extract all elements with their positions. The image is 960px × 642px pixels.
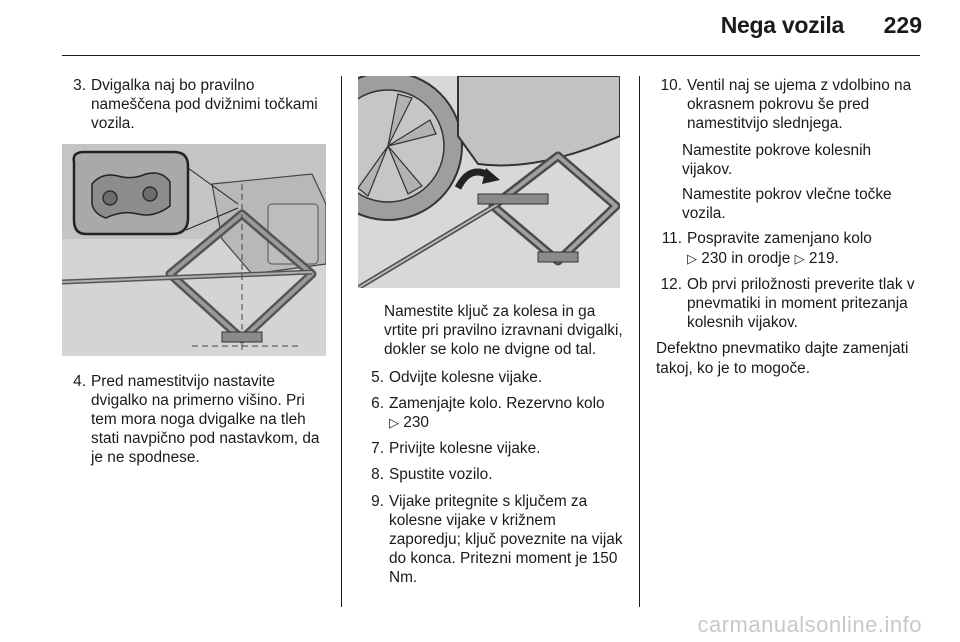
triangle-right-icon: ▷ bbox=[389, 415, 399, 431]
steps-list bbox=[62, 76, 326, 134]
step-7 bbox=[360, 439, 628, 458]
column-divider-2 bbox=[639, 76, 640, 607]
triangle-right-icon: ▷ bbox=[794, 250, 805, 266]
step-text: Privijte kolesne vijake. bbox=[389, 440, 541, 458]
step-text: Pred namestitvijo nastavite dvigalko na primerno višino. Pri tem mora noga dvigalke na tleh stati navpično pod nastavkom, da je ne spodnese. bbox=[91, 372, 320, 467]
step-text: Spustite vozilo. bbox=[389, 466, 493, 484]
watermark: carmanualsonline.info bbox=[697, 612, 922, 637]
column-divider-1 bbox=[341, 76, 342, 607]
step-9 bbox=[360, 492, 628, 588]
step-text: Ob prvi priložnosti preverite tlak v pnevmatiki in moment pritezanja kolesnih vijakov. bbox=[687, 275, 915, 332]
step-number: 8. bbox=[371, 466, 384, 484]
step-text-wrapper bbox=[687, 229, 924, 267]
step-text-wrapper bbox=[389, 394, 628, 432]
step-text: Vijake pritegnite s ključem za kolesne vijake v križnem zaporedju; ključ poveznite na vijak do konca. Pritezni moment je 150 Nm. bbox=[389, 492, 623, 587]
step-text-mid: in orodje bbox=[731, 249, 791, 267]
jack-placement-figure bbox=[62, 144, 326, 356]
step-text: Pospravite zamenjano kolo bbox=[687, 230, 872, 248]
step-text: Odvijte kolesne vijake. bbox=[389, 368, 543, 386]
step-8 bbox=[360, 465, 628, 484]
step-4 bbox=[62, 372, 326, 468]
page-number: 229 bbox=[883, 12, 922, 38]
header-divider bbox=[62, 55, 920, 56]
triangle-right-icon: ▷ bbox=[687, 250, 697, 266]
step-10 bbox=[652, 76, 924, 134]
step-text: Ventil naj se ujema z vdolbino na okrasnem pokrovu še pred namestitvijo slednjega. bbox=[687, 77, 912, 133]
step-number: 4. bbox=[73, 372, 86, 390]
closing-paragraph: Defektno pnevmatiko dajte zamenjati takoj, ko je to mogoče. bbox=[656, 340, 909, 377]
step-number: 9. bbox=[371, 492, 384, 510]
step-5 bbox=[360, 368, 628, 387]
step-10-sub-1: Namestite pokrove kolesnih vijakov. bbox=[682, 141, 872, 178]
step-6 bbox=[360, 394, 628, 432]
step-text: Zamenjajte kolo. Rezervno kolo bbox=[389, 394, 605, 412]
page-reference[interactable]: 230 bbox=[403, 414, 429, 432]
figure-wrapper bbox=[358, 76, 628, 288]
step-number: 11. bbox=[661, 230, 682, 248]
steps-list bbox=[360, 368, 628, 588]
step-number: 10. bbox=[660, 77, 682, 94]
steps-list bbox=[652, 76, 924, 134]
page-title: Nega vozila bbox=[720, 12, 844, 38]
intro-paragraph: Namestite ključ za kolesa in ga vrtite pri pravilno izravnani dvigalki, dokler se kolo ne dvigne od tal. bbox=[384, 303, 623, 359]
page-reference[interactable]: 230 bbox=[701, 249, 727, 267]
column-2 bbox=[360, 76, 628, 595]
column-3 bbox=[652, 76, 924, 378]
page-reference[interactable]: 219. bbox=[808, 249, 839, 267]
step-10-sub-2: Namestite pokrov vlečne točke vozila. bbox=[682, 186, 892, 223]
step-12 bbox=[652, 275, 924, 333]
step-number: 6. bbox=[371, 394, 384, 412]
step-text: Dvigalka naj bo pravilno nameščena pod dvižnimi točkami vozila. bbox=[91, 77, 318, 133]
steps-list-continued bbox=[652, 229, 924, 332]
step-11 bbox=[652, 229, 924, 267]
step-number: 5. bbox=[371, 368, 384, 386]
step-number: 12. bbox=[660, 275, 682, 293]
wheel-jack-figure bbox=[358, 76, 620, 288]
step-number: 7. bbox=[371, 440, 384, 458]
steps-list-continued bbox=[62, 372, 326, 468]
step-3 bbox=[62, 76, 326, 134]
step-number: 3. bbox=[73, 77, 86, 94]
column-1 bbox=[62, 76, 326, 475]
